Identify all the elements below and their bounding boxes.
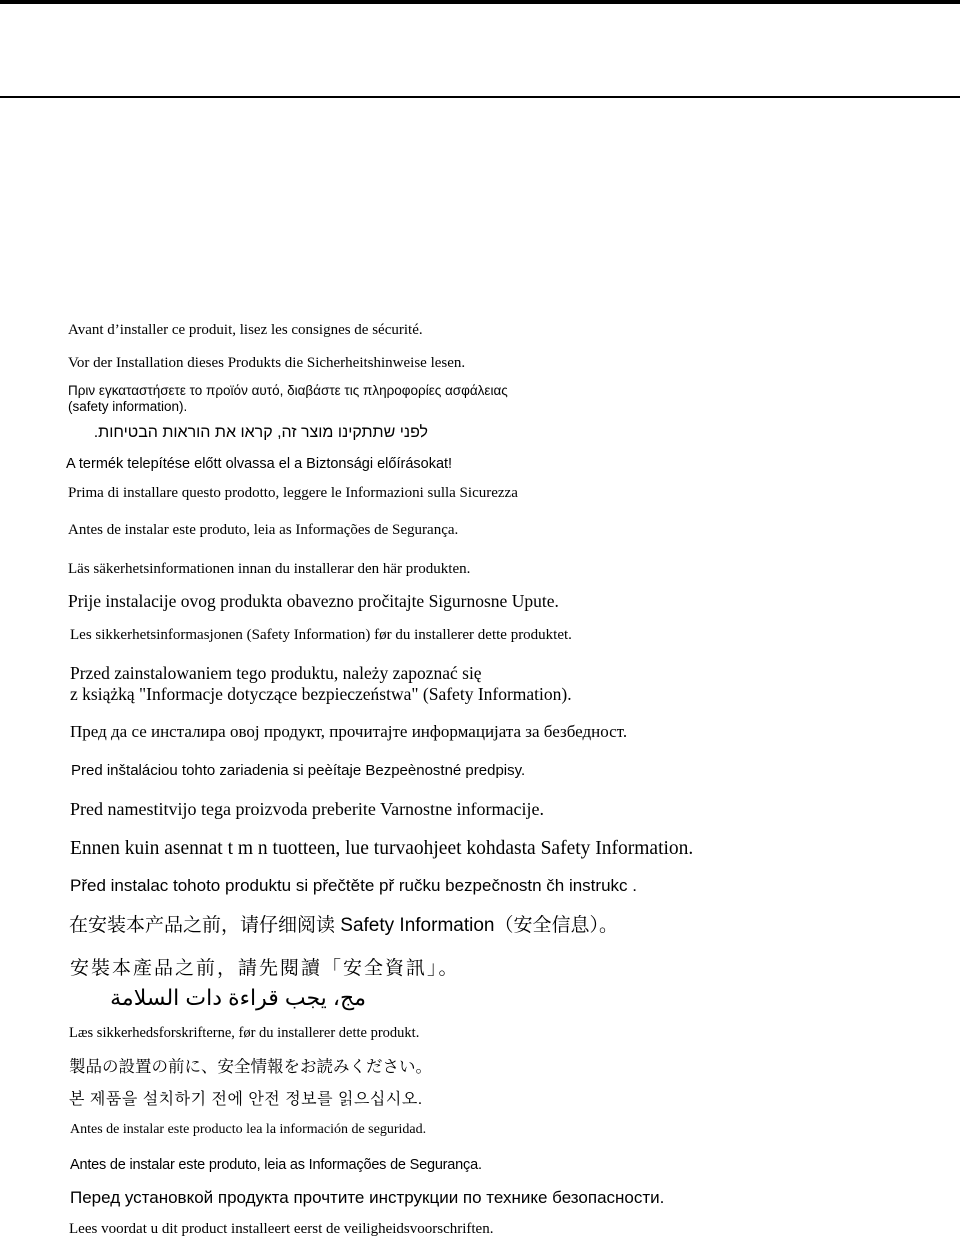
notice-danish: Læs sikkerhedsforskrifterne, før du installerer dette produkt. <box>69 1025 420 1041</box>
notice-italian: Prima di installare questo prodotto, leggere le Informazioni sulla Sicurezza <box>68 485 518 501</box>
notice-hungarian: A termék telepítése előtt olvassa el a Biztonsági előírásokat! <box>66 456 453 472</box>
notice-swedish: Läs säkerhetsinformationen innan du installerar den här produkten. <box>68 561 471 577</box>
notice-polish-line2: z książką "Informacje dotyczące bezpieczeństwa" (Safety Information). <box>70 684 572 704</box>
notice-portuguese: Antes de instalar este produto, leia as Informações de Segurança. <box>68 522 459 538</box>
notice-chinese-simplified: 在安装本产品之前，请仔细阅读 Safety Information（安全信息）。 <box>69 915 618 936</box>
notice-czech: Před instalac tohoto produktu si přečtěte př ručku bezpečnostn čh instrukc . <box>70 876 637 895</box>
notice-greek-line1: Πριν εγκαταστήσετε το προϊόν αυτό, διαβάστε τις πληροφορίες ασφάλειας <box>68 383 508 398</box>
notice-polish-line1: Przed zainstalowaniem tego produktu, należy zapoznać się <box>70 663 482 683</box>
notice-slovenian: Pred namestitvijo tega proizvoda preberite Varnostne informacije. <box>70 799 545 819</box>
notice-portuguese-brazil: Antes de instalar este produto, leia as Informações de Segurança. <box>70 1157 482 1173</box>
notice-russian: Перед установкой продукта прочтите инструкции по технике безопасности. <box>70 1188 665 1207</box>
notice-finnish: Ennen kuin asennat t m n tuotteen, lue turvaohjeet kohdasta Safety Information. <box>70 838 694 859</box>
notice-german: Vor der Installation dieses Produkts die Sicherheitshinweise lesen. <box>68 355 466 371</box>
notice-greek-line2: (safety information). <box>68 399 188 414</box>
notice-chinese-traditional: 安裝本產品之前，請先閱讀「安全資訊」。 <box>70 958 460 979</box>
notice-macedonian: Пред да се инсталира овој продукт, прочитајте информацијата за безбедност. <box>70 722 628 741</box>
notice-arabic: مج، يجب قراءة دات السلامة <box>110 985 366 1010</box>
notice-french: Avant d’installer ce produit, lisez les consignes de sécurité. <box>68 322 423 338</box>
notice-korean: 본 제품을 설치하기 전에 안전 정보를 읽으십시오. <box>69 1091 423 1108</box>
notice-norwegian: Les sikkerhetsinformasjonen (Safety Information) før du installerer dette produktet. <box>70 627 572 643</box>
notice-croatian: Prije instalacije ovog produkta obavezno pročitajte Sigurnosne Upute. <box>68 591 559 611</box>
notice-spanish: Antes de instalar este producto lea la información de seguridad. <box>70 1122 427 1137</box>
notice-dutch: Lees voordat u dit product installeert eerst de veiligheidsvoorschriften. <box>69 1221 494 1237</box>
notice-japanese: 製品の設置の前に、安全情報をお読みください。 <box>69 1058 432 1076</box>
header-rule <box>0 96 960 98</box>
notice-hebrew: לפני שתתקינו מוצר זה, קראו את הוראות הבטיחות. <box>93 424 428 441</box>
top-rule <box>0 0 960 4</box>
notice-slovak: Pred inštaláciou tohto zariadenia si peèítaje Bezpeènostné predpisy. <box>71 762 526 779</box>
